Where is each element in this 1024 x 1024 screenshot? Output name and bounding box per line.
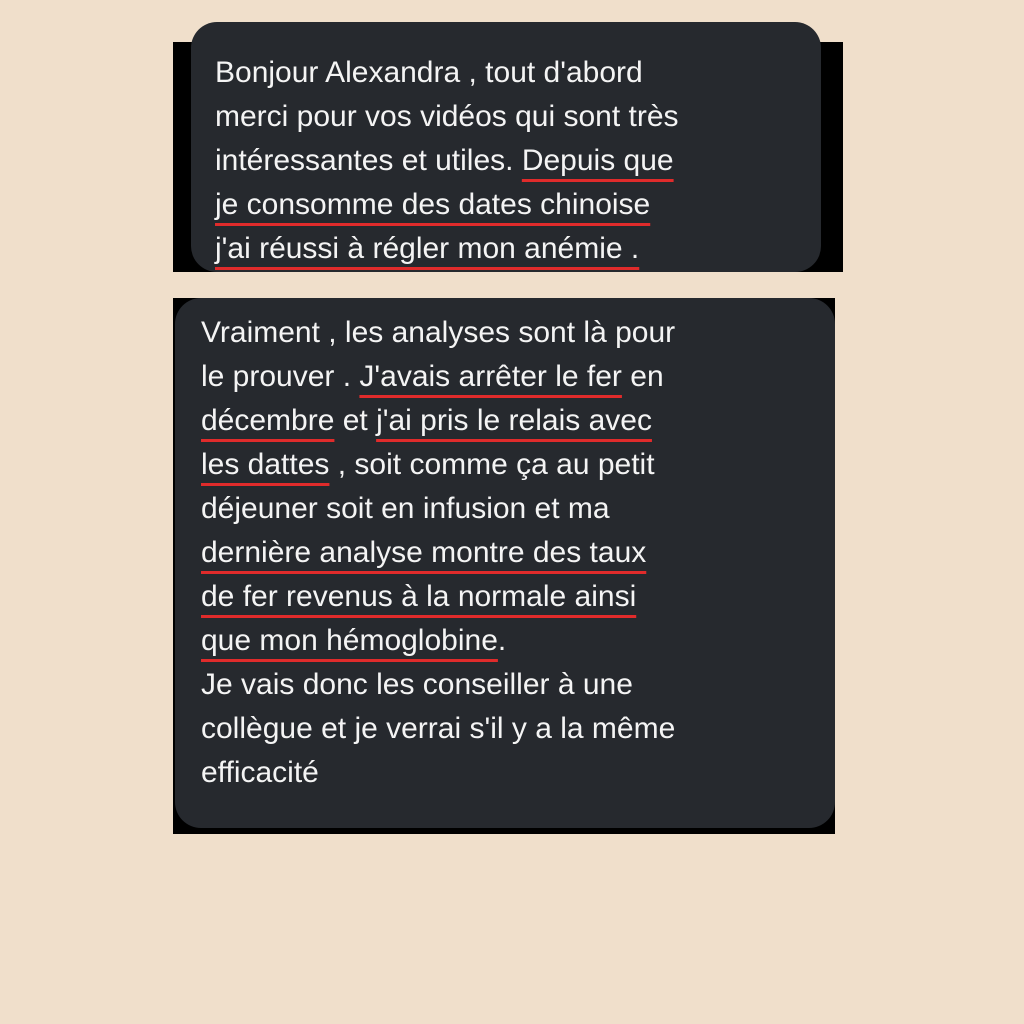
message-line: [201, 708, 675, 752]
message-line: [201, 664, 675, 708]
message-text: [201, 312, 675, 796]
message-line: [201, 752, 675, 796]
message-text-segment: Vraiment , les analyses sont là pour: [201, 316, 676, 349]
message-line: [201, 444, 675, 488]
message-text: [215, 52, 679, 272]
message-screenshot-2: [173, 298, 835, 834]
message-text-segment: et: [334, 404, 377, 437]
message-line: [215, 184, 679, 228]
highlighted-text: de fer revenus à la normale ainsi: [201, 580, 637, 613]
message-line: [215, 52, 679, 96]
message-line: [215, 96, 679, 140]
message-line: [201, 356, 675, 400]
message-text-segment: collègue et je verrai s'il y a la même: [201, 712, 676, 745]
message-text-segment: Bonjour Alexandra , tout d'abord: [215, 56, 643, 89]
highlighted-text: les dattes: [201, 448, 330, 481]
message-text-segment: Je vais donc les conseiller à une: [201, 668, 633, 701]
message-text-segment: efficacité: [201, 756, 319, 789]
message-line: [201, 312, 675, 356]
message-line: [201, 576, 675, 620]
message-text-segment: merci pour vos vidéos qui sont très: [215, 100, 679, 133]
message-screenshot-1: [173, 42, 843, 272]
message-line: [201, 488, 675, 532]
message-line: [215, 228, 679, 272]
message-text-segment: le prouver .: [201, 360, 360, 393]
highlighted-text: J'avais arrêter le fer: [359, 360, 622, 393]
highlighted-text: j'ai pris le relais avec: [376, 404, 652, 437]
highlighted-text: j'ai réussi à régler mon anémie .: [215, 232, 640, 265]
message-line: [201, 532, 675, 576]
message-text-segment: .: [497, 624, 507, 657]
highlighted-text: je consomme des dates chinoise: [215, 188, 651, 221]
message-line: [215, 140, 679, 184]
highlighted-text: décembre: [201, 404, 335, 437]
message-line: [201, 620, 675, 664]
highlighted-text: Depuis que: [521, 144, 674, 177]
highlighted-text: dernière analyse montre des taux: [201, 536, 647, 569]
message-bubble: [191, 22, 821, 272]
message-text-segment: , soit comme ça au petit: [329, 448, 655, 481]
message-line: [201, 400, 675, 444]
message-text-segment: intéressantes et utiles.: [215, 144, 522, 177]
highlighted-text: que mon hémoglobine: [201, 624, 498, 657]
message-text-segment: en: [621, 360, 664, 393]
message-bubble: [175, 298, 835, 828]
message-text-segment: déjeuner soit en infusion et ma: [201, 492, 610, 525]
